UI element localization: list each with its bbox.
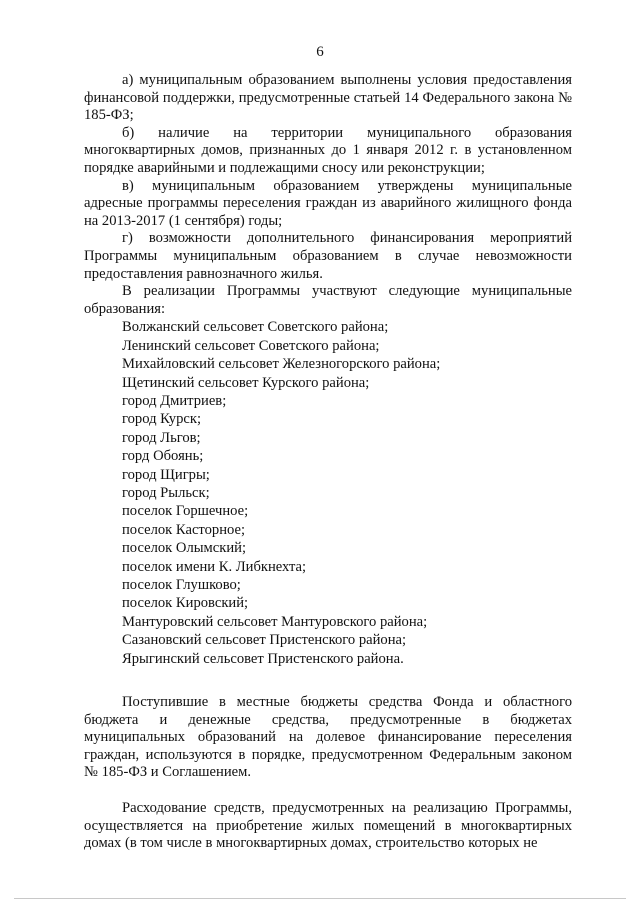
list-item: Щетинский сельсовет Курского района; — [122, 374, 370, 391]
list-item: город Курск; — [122, 411, 202, 428]
list-item: город Дмитриев; — [122, 392, 227, 409]
list-item: горд Обоянь; — [122, 448, 204, 465]
list-item: город Льгов; — [122, 429, 201, 446]
list-item: поселок имени К. Либкнехта; — [122, 558, 307, 575]
list-item: Ярыгинский сельсовет Пристенского района. — [122, 650, 404, 667]
spending-paragraph: Расходование средств, предусмотренных на реализацию Программы, осуществляется на приобретение жилых помещений в многоквартирных домах (в том числе в многоквартирных домах, строительство которых не — [84, 800, 572, 852]
list-item: поселок Горшечное; — [122, 503, 249, 520]
condition-d: г) возможности дополнительного финансирования мероприятий Программы муниципальным образованием в случае невозможности предоставления равнозначного жилья. — [84, 230, 572, 282]
participants-intro: В реализации Программы участвуют следующие муниципальные образования: — [84, 283, 572, 317]
list-item: поселок Кировский; — [122, 595, 249, 612]
list-item: Михайловский сельсовет Железногорского района; — [122, 356, 441, 373]
document-body — [84, 72, 572, 853]
list-item: Волжанский сельсовет Советского района; — [122, 319, 389, 336]
funding-paragraph: Поступившие в местные бюджеты средства Фонда и областного бюджета и денежные средства, предусмотренные в бюджетах муниципальных образований на долевое финансирование переселения граждан, используются в порядке, предусмотренном Федеральным законом № 185-ФЗ и Соглашением. — [84, 694, 572, 781]
page-number: 6 — [316, 44, 324, 60]
page-bottom-edge — [14, 898, 626, 899]
list-item: Мантуровский сельсовет Мантуровского района; — [122, 613, 428, 630]
participants-list — [84, 318, 572, 668]
list-item: Сазановский сельсовет Пристенского района; — [122, 632, 407, 649]
list-item: город Рыльск; — [122, 484, 210, 501]
condition-a: а) муниципальным образованием выполнены условия предоставления финансовой поддержки, предусмотренные статьей 14 Федерального закона № 185-ФЗ; — [84, 72, 572, 124]
condition-b: б) наличие на территории муниципального образования многоквартирных домов, признанных до 1 января 2012 г. в установленном порядке аварийными и подлежащими сносу или реконструкции; — [84, 124, 572, 176]
list-item: поселок Касторное; — [122, 521, 246, 538]
condition-c: в) муниципальным образованием утверждены муниципальные адресные программы переселения граждан из аварийного жилищного фонда на 2013-2017 (1 сентября) годы; — [84, 177, 572, 229]
list-item: поселок Глушково; — [122, 577, 241, 593]
list-item: поселок Олымский; — [122, 540, 247, 557]
list-item: Ленинский сельсовет Советского района; — [122, 337, 380, 354]
list-item: город Щигры; — [122, 466, 210, 483]
